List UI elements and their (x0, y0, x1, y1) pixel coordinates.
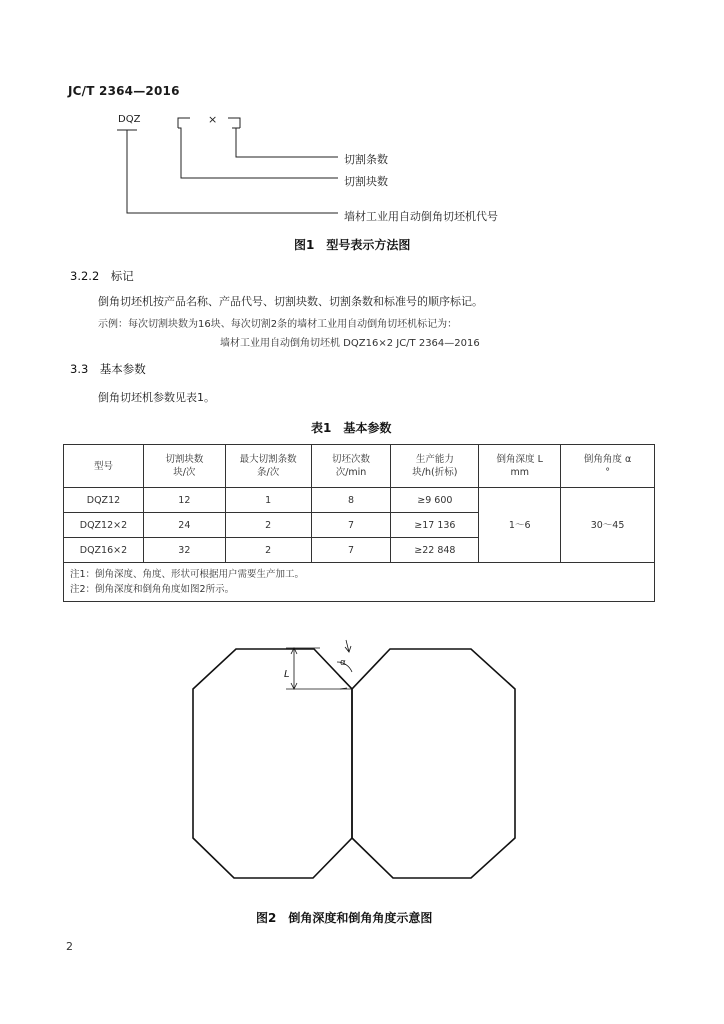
col-header-capacity: 生产能力 块/h(折标) (391, 445, 479, 488)
cell-model: DQZ16×2 (64, 538, 144, 563)
leader-blocks (178, 128, 338, 178)
section-33-heading: 3.3 基本参数 (70, 362, 146, 376)
table1-caption: 表1 基本参数 (311, 421, 392, 435)
col-header-cuts: 切坯次数 次/min (311, 445, 391, 488)
col-header-model: 型号 (64, 445, 144, 488)
cell-cuts: 7 (311, 538, 391, 563)
cell-capacity: ≥22 848 (391, 538, 479, 563)
label-angle-alpha: α (340, 658, 346, 668)
section-322-text: 倒角切坯机按产品名称、产品代号、切割块数、切割条数和标准号的顺序标记。 (98, 295, 483, 308)
table-header-row (64, 445, 655, 488)
basic-parameters-table (63, 444, 655, 602)
cell-cuts: 7 (311, 513, 391, 538)
label-cut-strips: 切割条数 (344, 153, 388, 166)
cell-blocks: 24 (143, 513, 225, 538)
cell-blocks: 32 (143, 538, 225, 563)
cell-capacity: ≥17 136 (391, 513, 479, 538)
label-depth-L: L (284, 669, 290, 680)
marking-designation: 墙材工业用自动倒角切坯机 DQZ16×2 JC/T 2364—2016 (220, 338, 480, 349)
cell-strips: 1 (225, 488, 311, 513)
figure2-caption: 图2 倒角深度和倒角角度示意图 (256, 911, 433, 925)
table-note-1: 注1：倒角深度、角度、形状可根据用户需要生产加工。 (70, 569, 305, 580)
table-notes-row (64, 563, 655, 602)
chamfer-diagram (0, 600, 724, 900)
leader-strips (236, 128, 338, 157)
label-machine-code: 墙材工业用自动倒角切坯机代号 (344, 210, 498, 223)
col-header-strips: 最大切割条数 条/次 (225, 445, 311, 488)
col-header-blocks: 切割块数 块/次 (143, 445, 225, 488)
table-row (64, 488, 655, 513)
figure1-caption: 图1 型号表示方法图 (294, 238, 411, 252)
section-322-heading: 3.2.2 标记 (70, 269, 134, 283)
model-prefix: DQZ (118, 114, 141, 125)
cell-cuts: 8 (311, 488, 391, 513)
placeholder-box-2 (228, 118, 240, 128)
marking-example: 示例：每次切割块数为16块、每次切割2条的墙材工业用自动倒角切坯机标记为： (98, 319, 458, 330)
left-brick-outline (193, 649, 352, 878)
times-sign: × (208, 113, 218, 126)
cell-angle: 30～45 (561, 488, 655, 563)
col-header-depth: 倒角深度 L mm (479, 445, 561, 488)
table-note-2: 注2：倒角深度和倒角角度如图2所示。 (70, 584, 235, 595)
cell-strips: 2 (225, 513, 311, 538)
table-notes (64, 563, 655, 602)
placeholder-box-1 (178, 118, 190, 128)
right-brick-outline (352, 649, 515, 878)
cell-blocks: 12 (143, 488, 225, 513)
standard-code-header: JC/T 2364—2016 (68, 84, 180, 98)
section-33-text: 倒角切坯机参数见表1。 (98, 391, 215, 404)
page-number: 2 (66, 940, 73, 953)
model-designation-diagram (0, 0, 724, 240)
col-header-angle: 倒角角度 α ° (561, 445, 655, 488)
label-cut-blocks: 切割块数 (344, 175, 388, 188)
cell-model: DQZ12 (64, 488, 144, 513)
cell-model: DQZ12×2 (64, 513, 144, 538)
leader-code (127, 130, 338, 213)
cell-depth: 1～6 (479, 488, 561, 563)
cell-strips: 2 (225, 538, 311, 563)
cell-capacity: ≥9 600 (391, 488, 479, 513)
